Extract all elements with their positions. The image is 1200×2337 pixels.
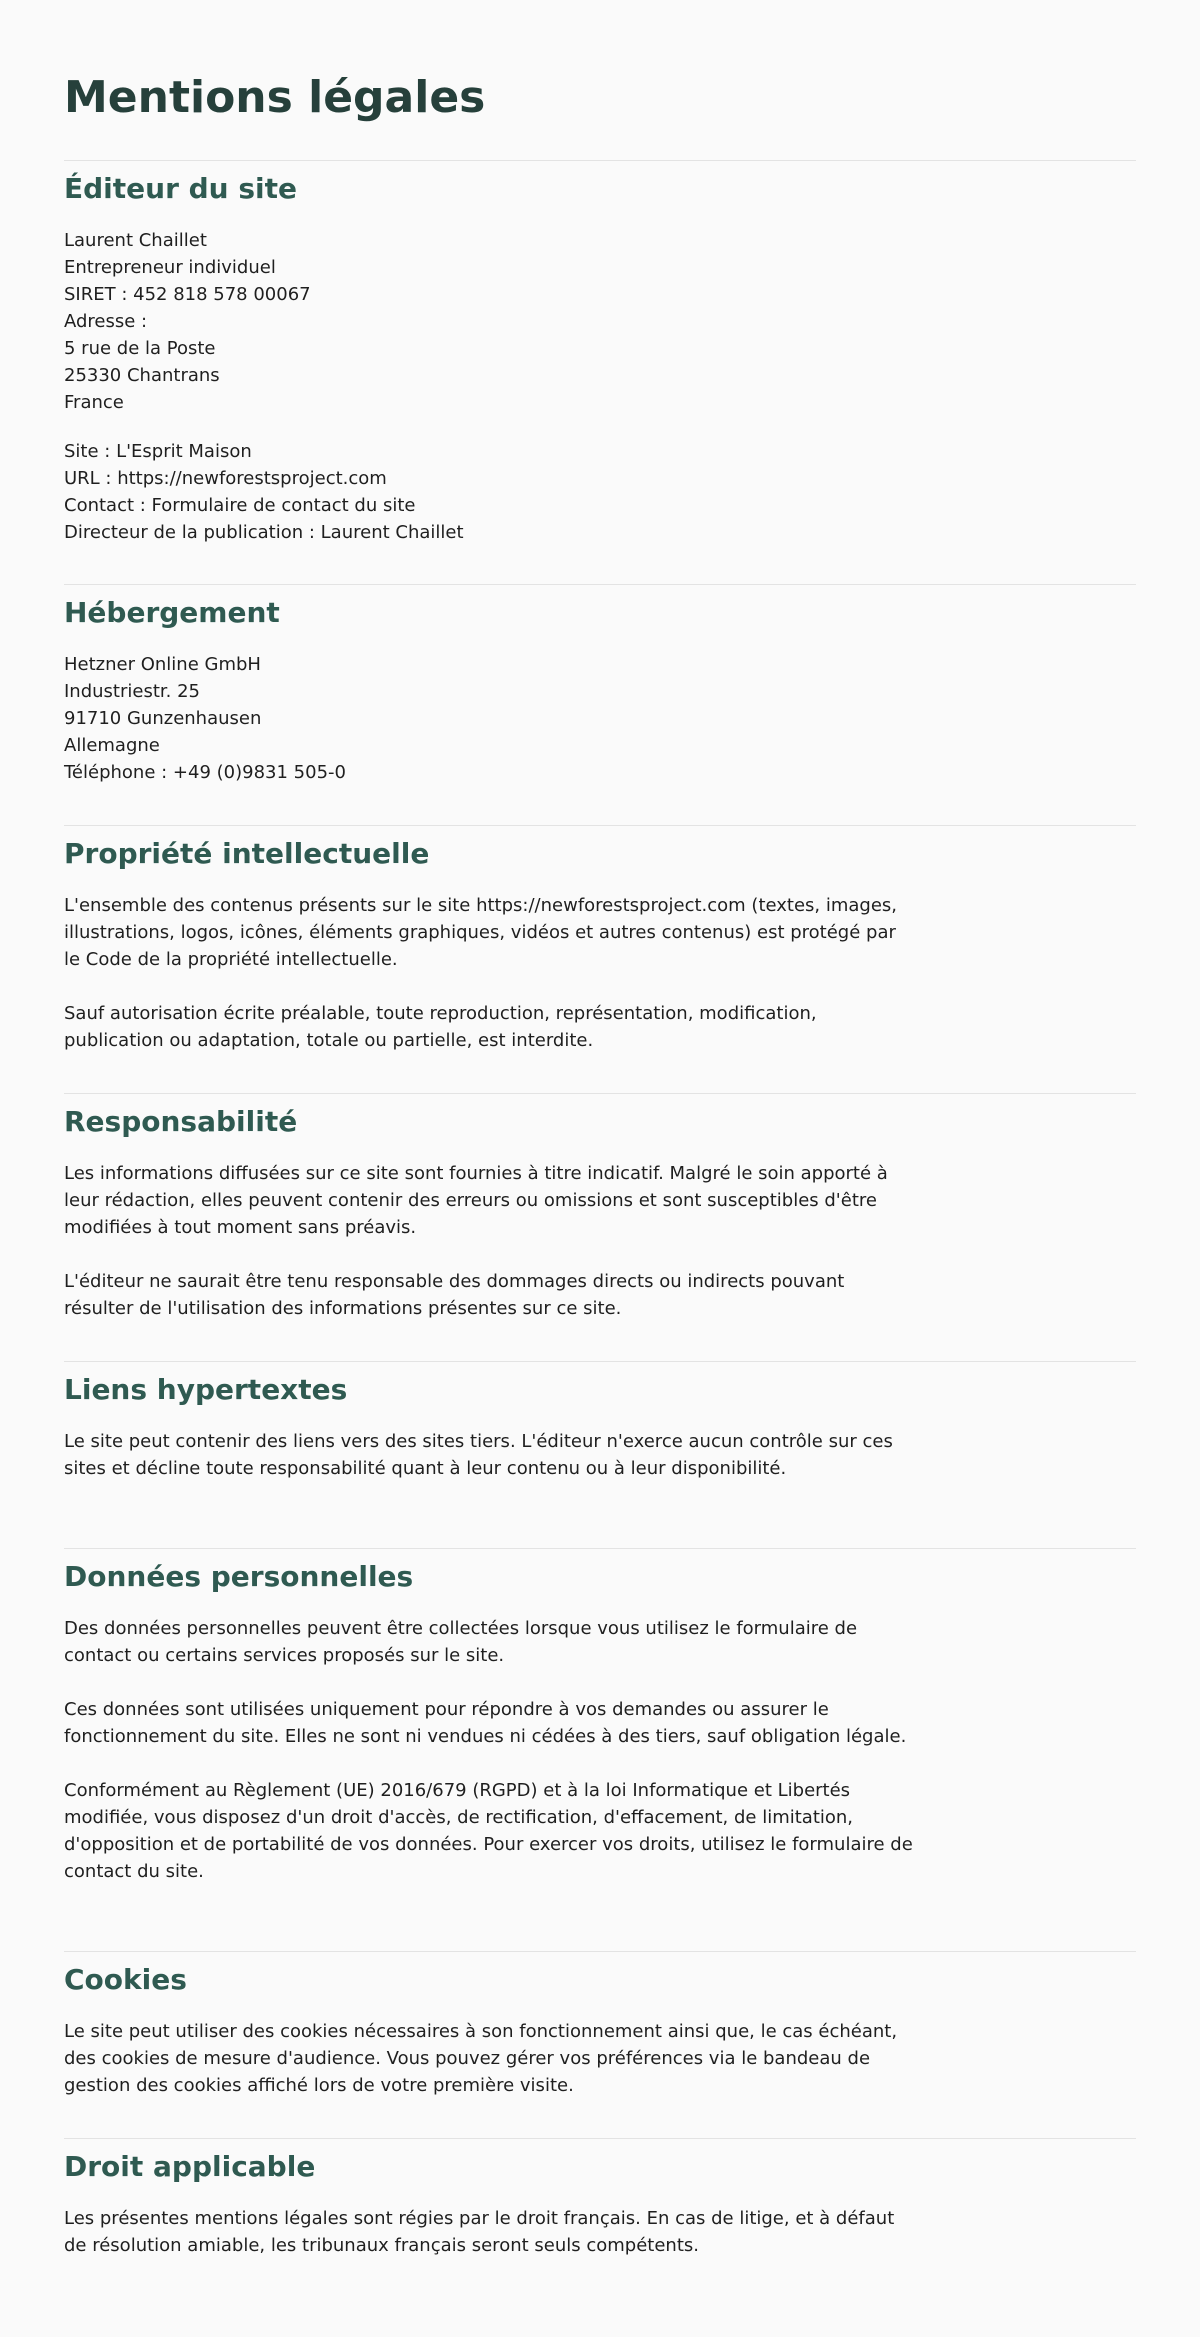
section-heading: Hébergement bbox=[64, 596, 280, 629]
section-droit bbox=[64, 2138, 1136, 2299]
paragraph: L'éditeur ne saurait être tenu responsable des dommages directs ou indirects pouvant résulter de l'utilisation des informations présentes sur ce site. bbox=[64, 1271, 845, 1319]
liens-text bbox=[64, 1428, 1136, 1482]
section-heading: Responsabilité bbox=[64, 1105, 298, 1138]
host-phone: Téléphone : +49 (0)9831 505-0 bbox=[64, 762, 346, 783]
section-liens bbox=[64, 1361, 1136, 1548]
paragraph: Les informations diffusées sur ce site sont fournies à titre indicatif. Malgré le soin apporté à leur rédaction, elles peuvent contenir des erreurs ou omissions et sont susceptibles d'être modifiées à tout moment sans préavis. bbox=[64, 1163, 888, 1238]
section-hebergement bbox=[64, 584, 1136, 825]
cookies-text bbox=[64, 2018, 1136, 2099]
paragraph: Le site peut contenir des liens vers des sites tiers. L'éditeur n'exerce aucun contrôle sur ces sites et décline toute responsabilité quant à leur contenu ou à leur disponibilité. bbox=[64, 1431, 893, 1479]
section-heading: Cookies bbox=[64, 1963, 187, 1996]
section-heading: Propriété intellectuelle bbox=[64, 837, 430, 870]
section-responsabilite bbox=[64, 1093, 1136, 1361]
propriete-text bbox=[64, 892, 1136, 1054]
section-editeur bbox=[64, 160, 1136, 584]
editeur-city: 25330 Chantrans bbox=[64, 365, 220, 386]
section-heading: Droit applicable bbox=[64, 2150, 316, 2183]
section-propriete bbox=[64, 825, 1136, 1093]
editeur-status: Entrepreneur individuel bbox=[64, 257, 276, 278]
editeur-block-2 bbox=[64, 438, 1136, 546]
section-cookies bbox=[64, 1951, 1136, 2138]
editeur-contact: Contact : Formulaire de contact du site bbox=[64, 495, 416, 516]
host-city: 91710 Gunzenhausen bbox=[64, 708, 262, 729]
paragraph: Ces données sont utilisées uniquement pour répondre à vos demandes ou assurer le fonctionnement du site. Elles ne sont ni vendues ni cédées à des tiers, sauf obligation légale. bbox=[64, 1699, 907, 1747]
paragraph: Les présentes mentions légales sont régies par le droit français. En cas de litige, et à défaut de résolution amiable, les tribunaux français seront seuls compétents. bbox=[64, 2208, 895, 2256]
paragraph: Le site peut utiliser des cookies nécessaires à son fonctionnement ainsi que, le cas échéant, des cookies de mesure d'audience. Vous pouvez gérer vos préférences via le bandeau de gestion des cookies affiché lors de votre première visite. bbox=[64, 2021, 898, 2096]
responsabilite-text bbox=[64, 1160, 1136, 1322]
paragraph: Des données personnelles peuvent être collectées lorsque vous utilisez le formulaire de contact ou certains services proposés sur le site. bbox=[64, 1618, 858, 1666]
paragraph: Sauf autorisation écrite préalable, toute reproduction, représentation, modification, publication ou adaptation, totale ou partielle, est interdite. bbox=[64, 1003, 817, 1051]
section-donnees bbox=[64, 1548, 1136, 1951]
donnees-text bbox=[64, 1615, 1136, 1885]
section-heading: Données personnelles bbox=[64, 1560, 414, 1593]
hebergement-block bbox=[64, 651, 1136, 786]
editeur-address-label: Adresse : bbox=[64, 311, 148, 332]
page-title: Mentions légales bbox=[64, 72, 486, 123]
editeur-country: France bbox=[64, 392, 124, 413]
editeur-name: Laurent Chaillet bbox=[64, 230, 207, 251]
paragraph: L'ensemble des contenus présents sur le site https://newforestsproject.com (textes, images, illustrations, logos, icônes, éléments graphiques, vidéos et autres contenus) est protégé par le Code de la propriété intellectuelle. bbox=[64, 895, 898, 970]
section-heading: Éditeur du site bbox=[64, 172, 297, 205]
editeur-site: Site : L'Esprit Maison bbox=[64, 441, 252, 462]
editeur-block-1 bbox=[64, 227, 1136, 416]
host-street: Industriestr. 25 bbox=[64, 681, 200, 702]
section-heading: Liens hypertextes bbox=[64, 1373, 348, 1406]
editeur-url: URL : https://newforestsproject.com bbox=[64, 468, 387, 489]
editeur-street: 5 rue de la Poste bbox=[64, 338, 216, 359]
editeur-siret: SIRET : 452 818 578 00067 bbox=[64, 284, 311, 305]
paragraph: Conformément au Règlement (UE) 2016/679 (RGPD) et à la loi Informatique et Libertés modifiée, vous disposez d'un droit d'accès, de rectification, d'effacement, de limitation, d'opposition et de portabilité de vos données. Pour exercer vos droits, utilisez le formulaire de contact du site. bbox=[64, 1780, 913, 1882]
host-name: Hetzner Online GmbH bbox=[64, 654, 261, 675]
droit-text bbox=[64, 2205, 1136, 2259]
host-country: Allemagne bbox=[64, 735, 160, 756]
editeur-director: Directeur de la publication : Laurent Chaillet bbox=[64, 522, 464, 543]
